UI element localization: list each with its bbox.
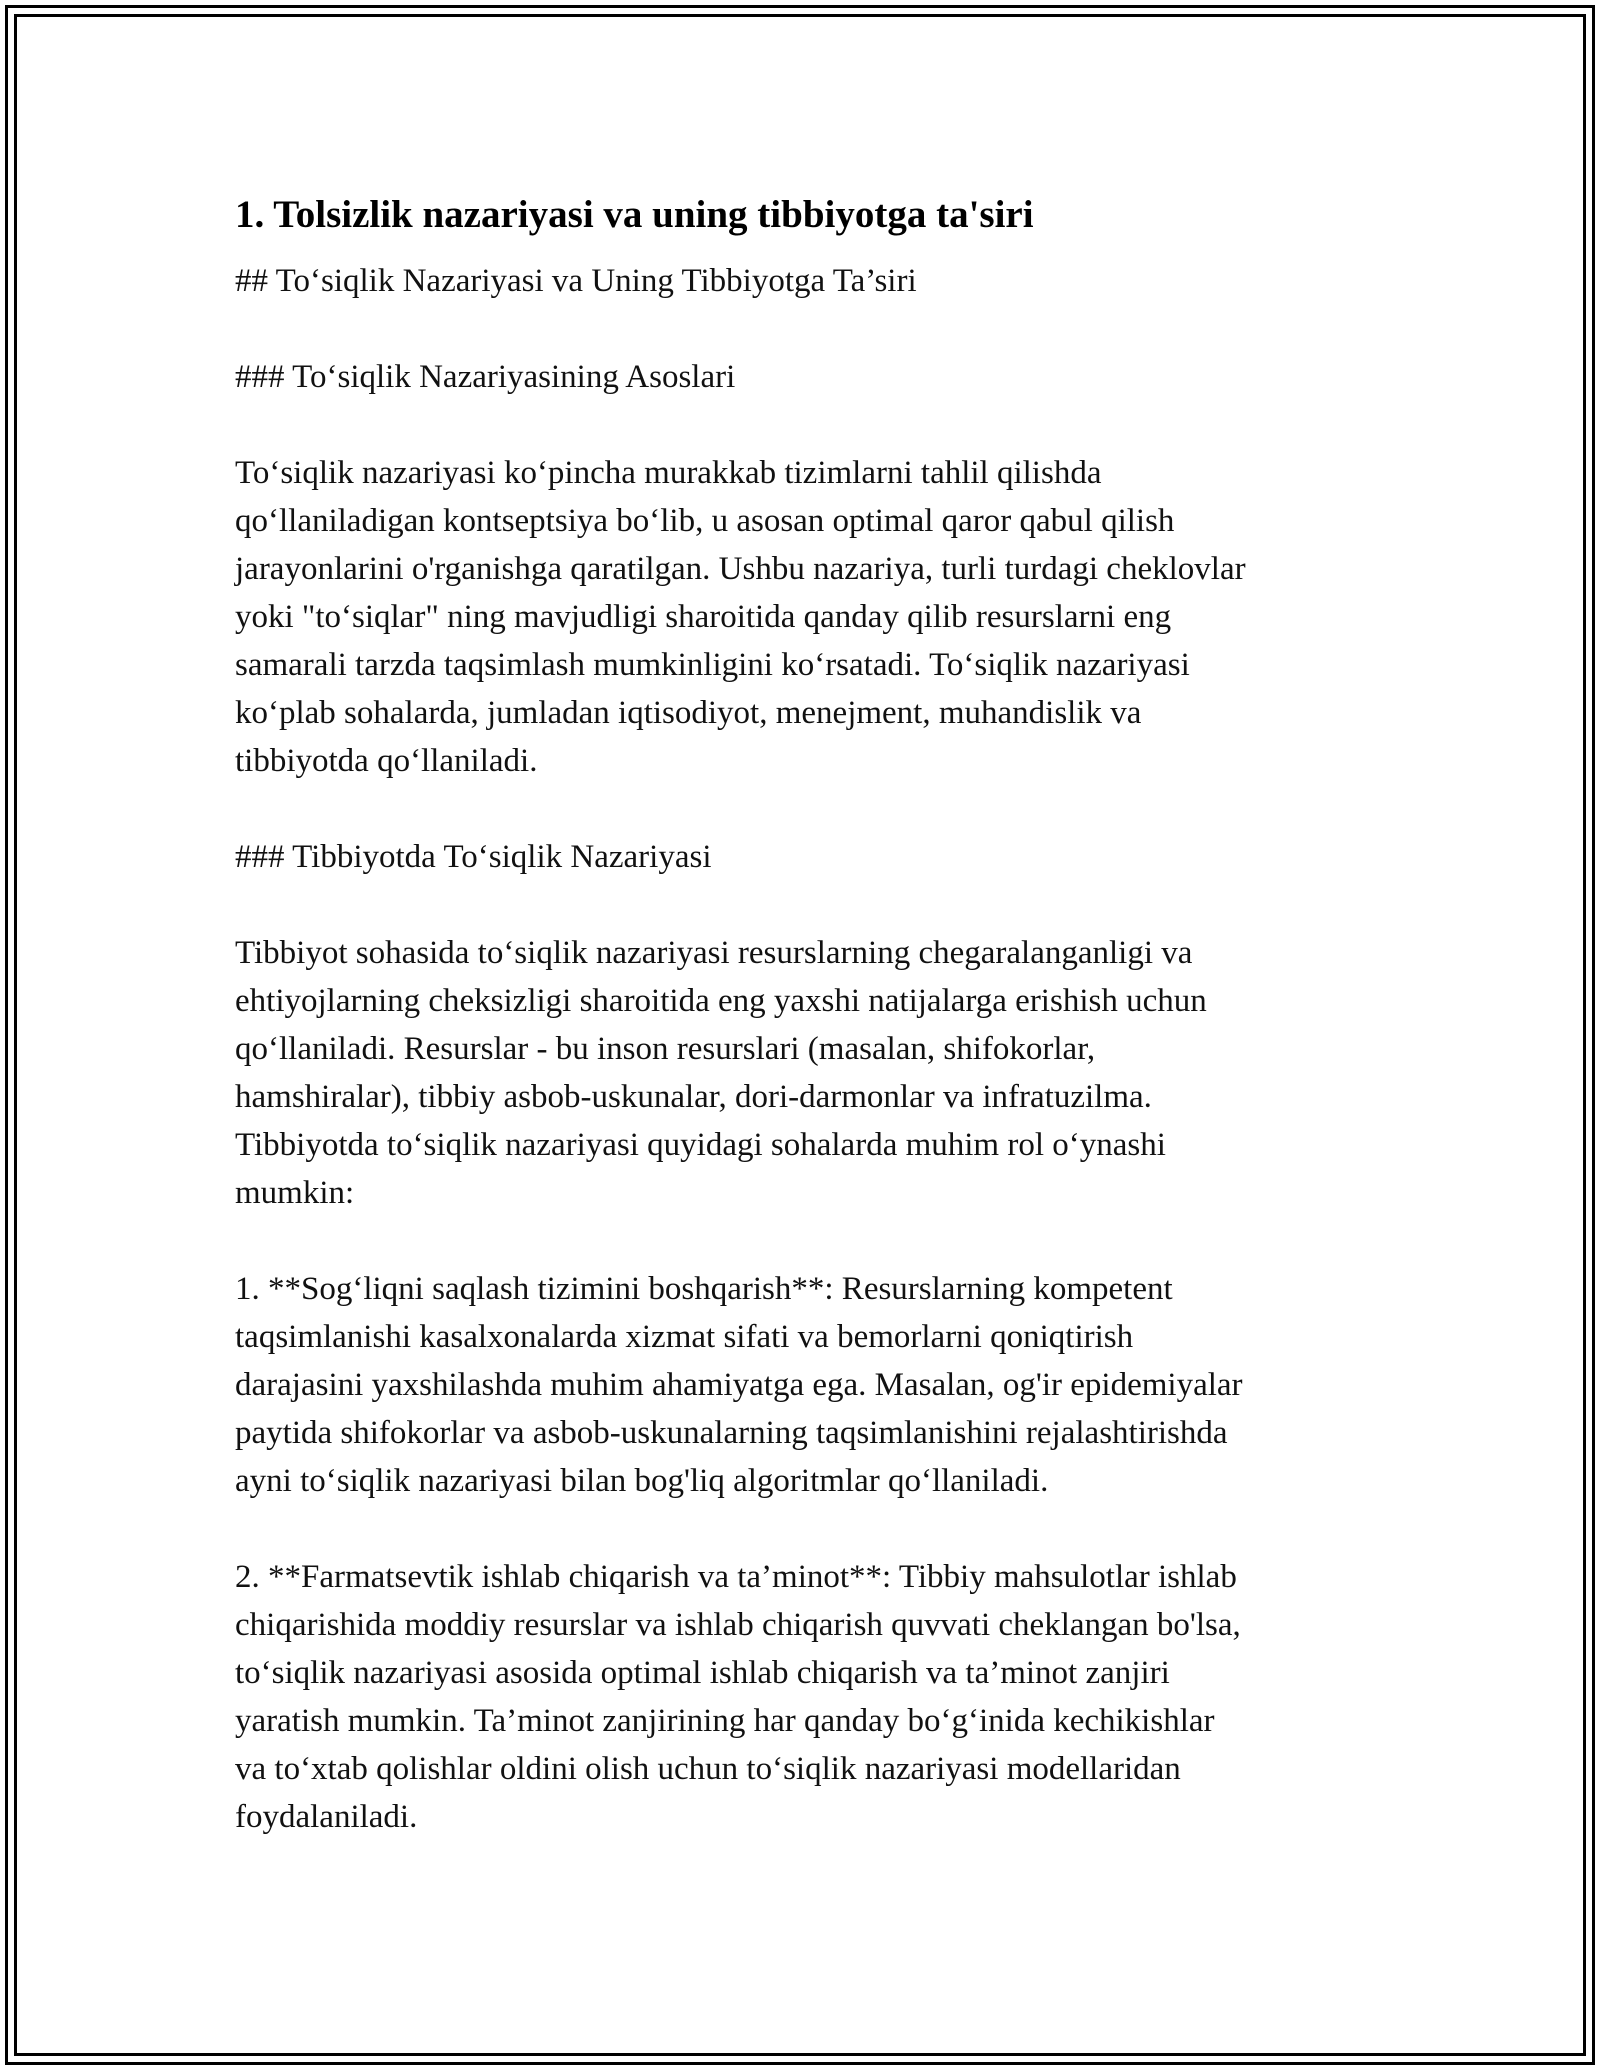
subsection-heading-medicine: ### Tibbiyotda To‘siqlik Nazariyasi [235, 839, 712, 875]
paragraph-medicine: Tibbiyot sohasida to‘siqlik nazariyasi resurslarning chegaralanganligi va ehtiyojlarning cheksizligi sharoitida eng yaxshi natijalarga erishish uchun qo‘llaniladi. Resurslar - bu inson resurslari (masalan, shifokorlar, hamshiralar), tibbiy asbob-uskunalar, dori-darmonlar va infratuzilma. Tibbiyotda to‘siqlik nazariyasi quyidagi sohalarda muhim rol o‘ynashi mumkin: [235, 935, 1207, 1211]
document-title: 1. Tolsizlik nazariyasi va uning tibbiyotga ta'siri [235, 193, 1034, 236]
subsection-heading-basics: ### To‘siqlik Nazariyasining Asoslari [235, 359, 736, 395]
list-item-healthcare-management: 1. **Sog‘liqni saqlash tizimini boshqarish**: Resurslarning kompetent taqsimlanishi kasalxonalarda xizmat sifati va bemorlarni qoniqtirish darajasini yaxshilashda muhim ahamiyatga ega. Masalan, og'ir epidemiyalar paytida shifokorlar va asbob-uskunalarning taqsimlanishini rejalashtirishda ayni to‘siqlik nazariyasi bilan bog'liq algoritmlar qo‘llaniladi. [235, 1271, 1243, 1499]
document-body [235, 185, 1375, 1841]
paragraph-basics: To‘siqlik nazariyasi ko‘pincha murakkab tizimlarni tahlil qilishda qo‘llaniladigan kontseptsiya bo‘lib, u asosan optimal qaror qabul qilish jarayonlarini o'rganishga qaratilgan. Ushbu nazariya, turli turdagi cheklovlar yoki "to‘siqlar" ning mavjudligi sharoitida qanday qilib resurslarni eng samarali tarzda taqsimlash mumkinligini ko‘rsatadi. To‘siqlik nazariyasi ko‘plab sohalarda, jumladan iqtisodiyot, menejment, muhandislik va tibbiyotda qo‘llaniladi. [235, 455, 1246, 779]
section-heading: ## To‘siqlik Nazariyasi va Uning Tibbiyotga Ta’siri [235, 263, 917, 299]
list-item-pharmaceutical-supply: 2. **Farmatsevtik ishlab chiqarish va ta’minot**: Tibbiy mahsulotlar ishlab chiqarishida moddiy resurslar va ishlab chiqarish quvvati cheklangan bo'lsa, to‘siqlik nazariyasi asosida optimal ishlab chiqarish va ta’minot zanjiri yaratish mumkin. Ta’minot zanjirining har qanday bo‘g‘inida kechikishlar va to‘xtab qolishlar oldini olish uchun to‘siqlik nazariyasi modellaridan foydalaniladi. [235, 1559, 1241, 1835]
